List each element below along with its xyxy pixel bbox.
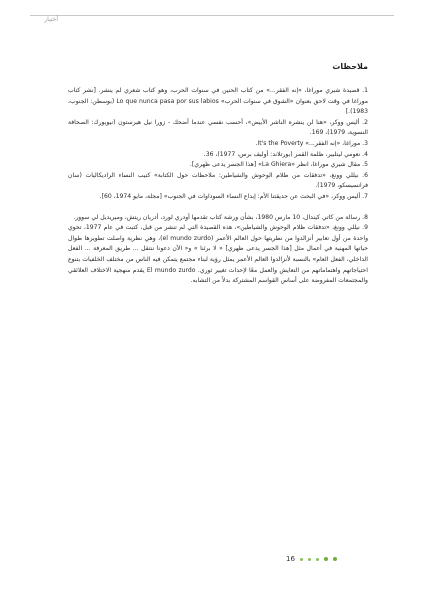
running-head: أختيار — [44, 16, 58, 23]
note-item: 1. قصيدة شيري موراغا، «إنه الفقر...» من كتاب الحنين في سنوات الحرب، وهو كتاب شعري لم ينشر. [نشر كتاب موراغا في وقت لاحق بعنوان «الشوق في سنوات الحرب» Lo que nunca pasa por sus labios (بوسطن: الجنوب، 1983).] — [68, 87, 368, 116]
footer-dots-icon — [300, 557, 337, 561]
note-item: 8. رسالة من كاتي كيندال، 10 مارس 1980، بشأن ورشة كتاب تقدمها أودري لورد، أدريان ريتش، وميريديل لي سوور. — [73, 213, 368, 221]
note-item: 7. أليس ووكر، «في البحث عن حديقتنا الأم: إبداع النساء السوداوات في الجنوب» [مجلة، مايو 1974، 60]. — [99, 192, 368, 200]
page-number: 16 — [286, 555, 295, 563]
note-item: 2. أليس ووكر، «هنا لن ينشره الناشر الأبيض»، أحسب نفسي عندما أضحك - زورا نيل هيرستون (نيويورك: الصحافة النسوية، 1979)، 169. — [68, 118, 368, 137]
dot-icon — [316, 558, 319, 561]
note-item: 4. نعومي ليتلبير، ظلمة القمر (بورتلاند: أوليف برس، 1977)، 36. — [203, 150, 368, 158]
note-item: 6. نيللي وونغ، «تدفقات من ظلام الوحوش والشياطين: ملاحظات حول الكتابة» كتيب النساء الراديكاليات (سان فرانسيسكو، 1979). — [68, 171, 368, 190]
page-footer — [286, 554, 376, 564]
dot-icon — [333, 557, 337, 561]
dot-icon — [300, 558, 303, 561]
note-item: 5. مقال شيري موراغا، انظر «La Ghiera» [هذا الجسر يدعى ظهري]. — [189, 161, 368, 169]
header-rule — [30, 15, 394, 16]
dot-icon — [308, 558, 311, 561]
note-item: 9. نيللي وونغ، «تدفقات ظلام الوحوش والشياطين»، هذه القصيدة التي لم تنشر من قبل، كتبت في عام 1977، تحوي واحدة من أول تعابير أنزالدوا من نظريتها حول العالم الأعمر (el mundo zurdo)، وهي نظرية واصلت تطويرها طوال حياتها المهنية في أعمال مثل [هذا الجسر يدعى ظهري] « لا برئنا » و« الآن دعونا ننتقل ... طريق المعرفة ... الفعل الداخلي، الفعل العام» بالنسبة لأنزالدوا العالم الأعمر يمثل رؤية لبناء مجتمع يتمكن فيه الناس من مختلف الخلفيات بتنوع احتياجاتهم واهتماماتهم من التعايش والعمل معًا لإحداث تغيير ثوري. El mundo zurdo يقدم منهجية الاختلاف العلائقي والمجتمعات المفروضة على أساس القواسم المشتركة بدلاً من التشابه. — [68, 224, 369, 285]
dot-icon — [324, 557, 328, 561]
notes-list — [68, 86, 368, 287]
notes-heading: ملاحظات — [332, 62, 368, 71]
note-item: 3. موراغا، «إنه الفقر...» It's the Poverty. — [255, 139, 368, 147]
